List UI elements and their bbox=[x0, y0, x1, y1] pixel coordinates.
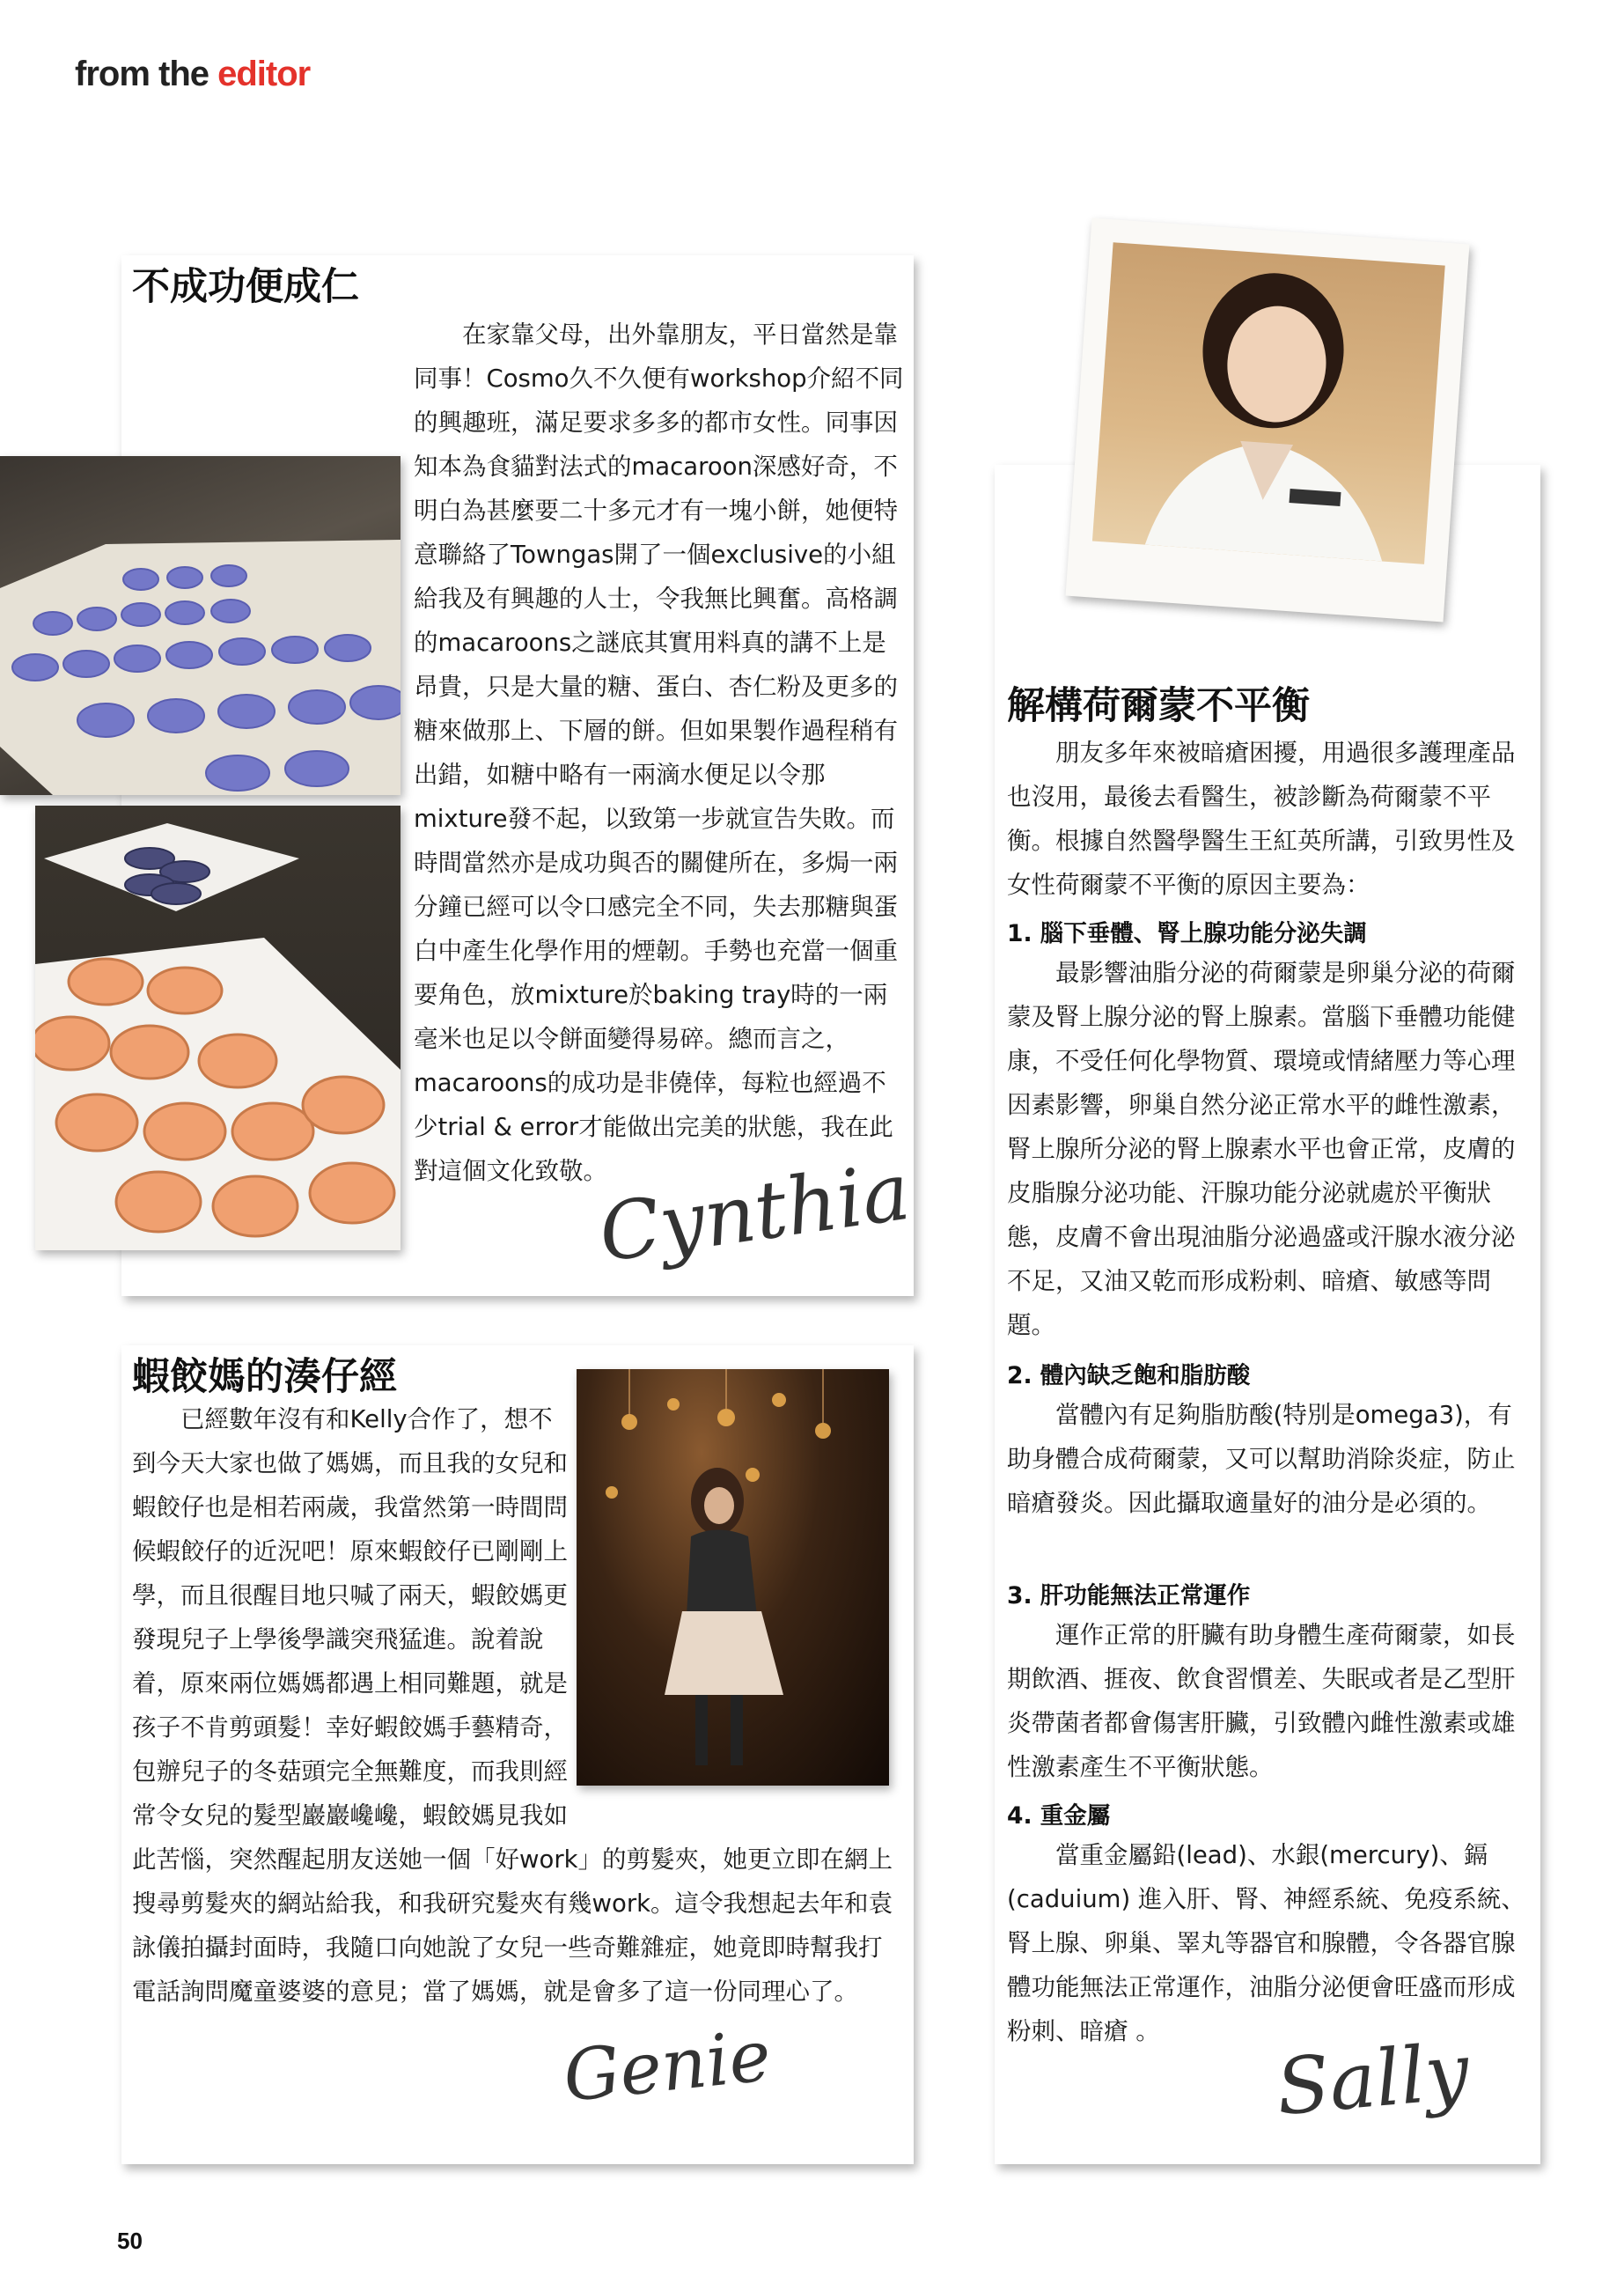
hormone-section-1-body bbox=[1007, 951, 1535, 1347]
hormone-section-4-text: 當重金屬鉛(lead)、水銀(mercury)、鎘(caduium) 進入肝、腎、神經系統、免疫系統、腎上腺、卵巢、睪丸等器官和腺體，令各器官腺體功能無法正常運作，油脂分泌便會旺盛而形成粉刺、暗瘡 。 bbox=[1007, 1841, 1525, 2045]
hormone-section-1-text: 最影響油脂分泌的荷爾蒙是卵巢分泌的荷爾蒙及腎上腺分泌的腎上腺素。當腦下垂體功能健康，不受任何化學物質、環境或情緒壓力等心理因素影響，卵巢自然分泌正常水平的雌性激素，腎上腺所分泌的腎上腺素水平也會正常，皮膚的皮脂腺分泌功能、汗腺功能分泌就處於平衡狀態，皮膚不會出現油脂分泌過盛或汗腺水液分泌不足，又油又乾而形成粉刺、暗瘡、敏感等問題。 bbox=[1007, 959, 1516, 1339]
hormone-section-1-heading: 1. 腦下垂體、腎上腺功能分泌失調 bbox=[1007, 920, 1367, 947]
hormone-section-4-body bbox=[1007, 1833, 1535, 2053]
article-hormone-title: 解構荷爾蒙不平衡 bbox=[1007, 684, 1310, 728]
article-haircut-title: 蝦餃媽的湊仔經 bbox=[132, 1355, 397, 1399]
article-macaroon-title: 不成功便成仁 bbox=[132, 265, 359, 309]
finished-macarons-photo bbox=[35, 806, 400, 1250]
doctor-portrait-illustration bbox=[1092, 242, 1445, 564]
woman-restaurant-illustration bbox=[577, 1369, 889, 1786]
hormone-section-2-text: 當體內有足夠脂肪酸(特別是omega3)，有助身體合成荷爾蒙，又可以幫助消除炎症，防止暗瘡發炎。因此攝取適量好的油分是必須的。 bbox=[1007, 1401, 1516, 1517]
signature-sally: Sally bbox=[1272, 2025, 1473, 2133]
header-from-the: from the bbox=[75, 55, 218, 93]
purple-macaron-tray-illustration bbox=[0, 456, 400, 795]
signature-genie: Genie bbox=[559, 2014, 775, 2118]
hormone-section-3-body bbox=[1007, 1613, 1535, 1789]
hormone-section-3-text: 運作正常的肝臟有助身體生產荷爾蒙，如長期飲酒、捱夜、飲食習慣差、失眠或者是乙型肝炎帶菌者都會傷害肝臟，引致體內雌性激素或雄性激素產生不平衡狀態。 bbox=[1007, 1621, 1516, 1781]
doctor-portrait-polaroid bbox=[1066, 218, 1470, 622]
section-header bbox=[75, 55, 310, 94]
hormone-section-2-heading: 2. 體內缺乏飽和脂肪酸 bbox=[1007, 1362, 1251, 1389]
signature-cynthia: Cynthia bbox=[593, 1145, 915, 1281]
purple-macaron-tray-photo bbox=[0, 456, 400, 795]
macaroon-paragraph: 在家靠父母，出外靠朋友，平日當然是靠同事！Cosmo久不久便有workshop介紹不同的興趣班，滿足要求多多的都市女性。同事因知本為食貓對法式的macaroon深感好奇，不明白為甚麼要二十多元才有一塊小餅，她便特意聯絡了Towngas開了一個exclusive的小組給我及有興趣的人士，令我無比興奮。高格調的macaroons之謎底其實用料真的講不上是昂貴，只是大量的糖、蛋白、杏仁粉及更多的糖來做那上、下層的餅。但如果製作過程稍有出錯，如糖中略有一兩滴水便足以令那mixture發不起，以致第一步就宣告失敗。而時間當然亦是成功與否的關健所在，多焗一兩分鐘已經可以令口感完全不同，失去那糖與蛋白中產生化學作用的煙韌。手勢也充當一個重要角色，放mixture於baking tray時的一兩毫米也足以令餅面變得易碎。總而言之，macaroons的成功是非僥倖，每粒也經過不少trial & error才能做出完美的狀態，我在此對這個文化致敬。 bbox=[414, 320, 904, 1185]
doctor-portrait-photo bbox=[1092, 242, 1445, 564]
hormone-section-4-heading: 4. 重金屬 bbox=[1007, 1802, 1111, 1830]
finished-macarons-illustration bbox=[35, 806, 400, 1250]
header-editor: editor bbox=[217, 55, 311, 93]
hormone-intro-paragraph: 朋友多年來被暗瘡困擾，用過很多護理產品也沒用，最後去看醫生，被診斷為荷爾蒙不平衡。根據自然醫學醫生王紅英所講，引致男性及女性荷爾蒙不平衡的原因主要為： bbox=[1007, 739, 1516, 899]
hormone-section-2-body bbox=[1007, 1393, 1535, 1525]
woman-restaurant-photo bbox=[577, 1369, 889, 1786]
page-number: 50 bbox=[117, 2228, 143, 2254]
hormone-section-3-heading: 3. 肝功能無法正常運作 bbox=[1007, 1582, 1251, 1609]
haircut-paragraph: 已經數年沒有和Kelly合作了，想不到今天大家也做了媽媽，而且我的女兒和蝦餃仔也是相若兩歲，我當然第一時間問候蝦餃仔的近況吧！原來蝦餃仔已剛剛上學，而且很醒目地只喊了兩天，蝦餃媽更發現兒子上學後學識突飛猛進。說着說着，原來兩位媽媽都遇上相同難題，就是孩子不肯剪頭髮！幸好蝦餃媽手藝精奇，包辦兒子的冬菇頭完全無難度，而我則經常令女兒的髮型巖巖巉巉，蝦餃媽見我如此苦惱，突然醒起朋友送她一個「好work」的剪髮夾，她更立即在網上搜尋剪髮夾的網站給我，和我研究髮夾有幾work。這令我想起去年和袁詠儀拍攝封面時，我隨口向她說了女兒一些奇難雜症，她竟即時幫我打電話詢問魔童婆婆的意見；當了媽媽，就是會多了這一份同理心了。 bbox=[132, 1405, 893, 2006]
article-hormone-intro bbox=[1007, 731, 1535, 907]
